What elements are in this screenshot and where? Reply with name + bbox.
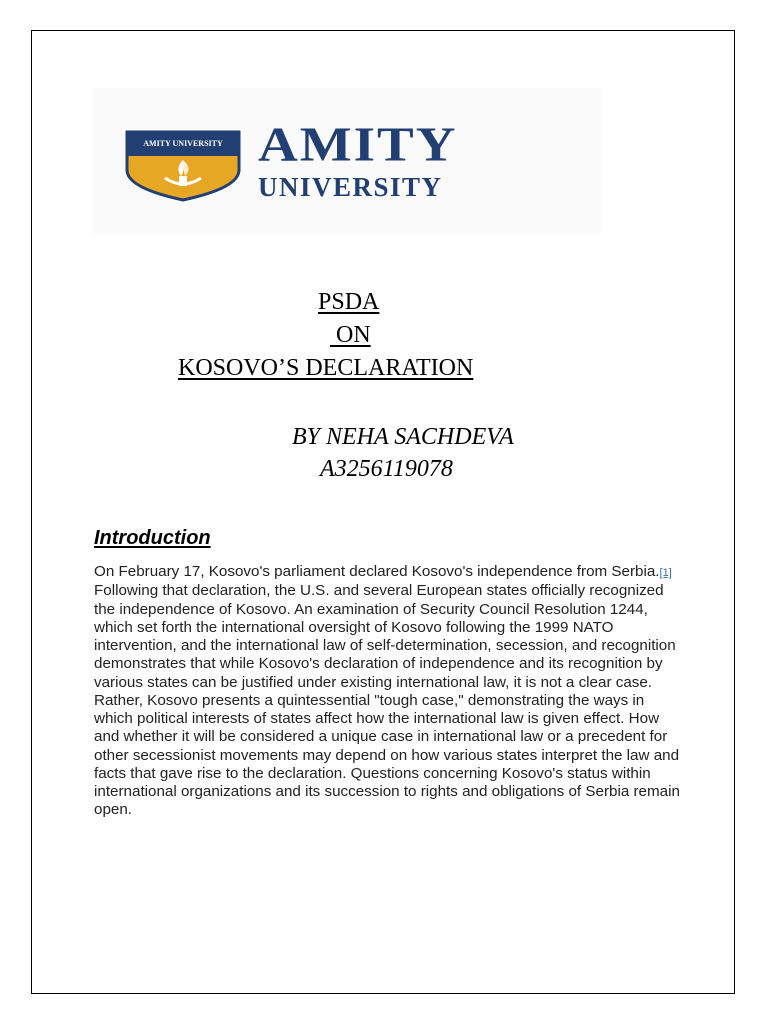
author-id: A3256119078 (320, 456, 453, 482)
logo-subtitle: UNIVERSITY (258, 172, 443, 202)
footnote-link-1[interactable]: [1] (659, 567, 672, 579)
logo-wordmark: AMITY (258, 117, 458, 172)
introduction-paragraph (94, 563, 684, 820)
shield-text: AMITY UNIVERSITY (143, 139, 223, 148)
amity-shield-icon (125, 130, 241, 202)
author-name: BY NEHA SACHDEVA (292, 424, 514, 450)
title-on: ON (330, 322, 371, 348)
title-kosovo-declaration: KOSOVO’S DECLARATION (178, 355, 474, 381)
title-psda: PSDA (318, 289, 380, 315)
introduction-heading: Introduction (94, 527, 211, 549)
intro-text-part-1: On February 17, Kosovo's parliament declared Kosovo's independence from Serbia. (94, 563, 660, 580)
intro-text-part-2: Following that declaration, the U.S. and several European states officially recognized the independence of Kosovo. An examination of Security Council Resolution 1244, which set forth the international oversight of Kosovo following the 1999 NATO intervention, and the international law of self-determination, secession, and recognition demonstrates that while Kosovo's declaration of independence and its recognition by various states can be justified under existing international law, it is not a clear case. Rather, Kosovo presents a quintessential "tough case," demonstrating the ways in which political interests of states affect how the international law is given effect. How and whether it will be considered a unique case in international law or a precedent for other secessionist movements may depend on how various states interpret the law and facts that gave rise to the declaration. Questions concerning Kosovo's status within international organizations and its succession to rights and obligations of Serbia remain open. (94, 582, 680, 819)
